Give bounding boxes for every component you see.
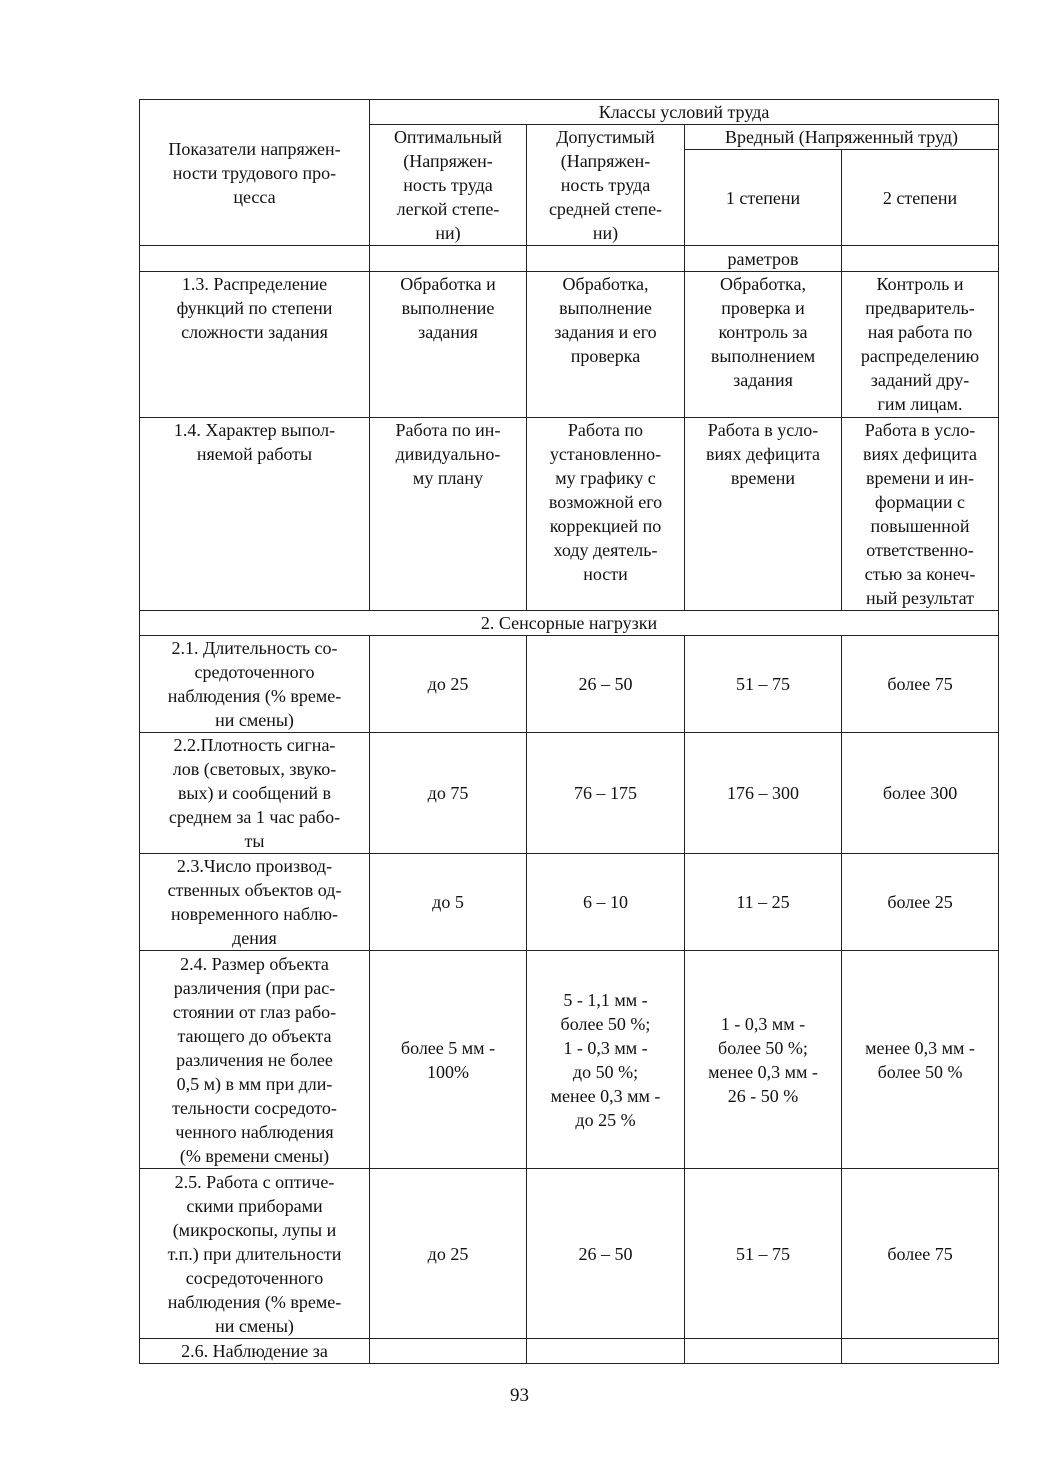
optimal-cell: более 5 мм - 100% bbox=[370, 951, 527, 1169]
optimal-cell: до 5 bbox=[370, 854, 527, 951]
optimal-header: Оптимальный (Напряжен- ность труда легкой степе- ни) bbox=[370, 125, 527, 246]
optimal-cell: Обработка и выполнение задания bbox=[370, 272, 527, 418]
optimal-cell bbox=[370, 1339, 527, 1364]
degree2-cell: более 25 bbox=[842, 854, 999, 951]
degree2-cell: Контроль и предваритель- ная работа по распределению заданий дру- гим лицам. bbox=[842, 272, 999, 418]
optimal-cell: до 75 bbox=[370, 733, 527, 854]
degree1-cell: Работа в усло- виях дефицита времени bbox=[685, 418, 842, 611]
acceptable-cell: Обработка, выполнение задания и его проверка bbox=[527, 272, 685, 418]
indicator-cell: 2.3.Число производ- ственных объектов од- новременного наблю- дения bbox=[140, 854, 370, 951]
degree1-cell: 11 – 25 bbox=[685, 854, 842, 951]
indicator-cell: 2.5. Работа с оптиче- скими приборами (микроскопы, лупы и т.п.) при длительности сосредоточенного наблюдения (% време- ни смены) bbox=[140, 1169, 370, 1339]
fragment-cell-empty bbox=[842, 246, 999, 272]
degree2-cell: более 75 bbox=[842, 636, 999, 733]
fragment-cell-empty bbox=[140, 246, 370, 272]
acceptable-cell: Работа по установленно- му графику с возможной его коррекцией по ходу деятель- ности bbox=[527, 418, 685, 611]
working-conditions-table bbox=[139, 99, 999, 1364]
acceptable-cell bbox=[527, 1339, 685, 1364]
fragment-cell-empty bbox=[370, 246, 527, 272]
acceptable-cell: 5 - 1,1 мм - более 50 %; 1 - 0,3 мм - до 50 %; менее 0,3 мм - до 25 % bbox=[527, 951, 685, 1169]
degree1-cell: 51 – 75 bbox=[685, 1169, 842, 1339]
acceptable-cell: 26 – 50 bbox=[527, 1169, 685, 1339]
section-title: 2. Сенсорные нагрузки bbox=[140, 611, 999, 636]
section-row bbox=[140, 611, 999, 636]
fragment-row bbox=[140, 246, 999, 272]
harmful-header: Вредный (Напряженный труд) bbox=[685, 125, 999, 150]
degree2-header: 2 степени bbox=[842, 150, 999, 246]
table-row bbox=[140, 636, 999, 733]
optimal-cell: до 25 bbox=[370, 636, 527, 733]
header-row-1 bbox=[140, 100, 999, 125]
indicator-cell: 1.3. Распределение функций по степени сложности задания bbox=[140, 272, 370, 418]
indicator-cell: 2.4. Размер объекта различения (при рас- стоянии от глаз рабо- тающего до объекта различения не более 0,5 м) в мм при дли- тельности сосредото- ченного наблюдения (% времени смены) bbox=[140, 951, 370, 1169]
table-row bbox=[140, 733, 999, 854]
acceptable-header: Допустимый (Напряжен- ность труда средней степе- ни) bbox=[527, 125, 685, 246]
degree1-cell: Обработка, проверка и контроль за выполнением задания bbox=[685, 272, 842, 418]
table-row bbox=[140, 1339, 999, 1364]
degree2-cell: Работа в усло- виях дефицита времени и ин- формации с повышенной ответственно- стью за конеч- ный результат bbox=[842, 418, 999, 611]
degree1-cell bbox=[685, 1339, 842, 1364]
acceptable-cell: 76 – 175 bbox=[527, 733, 685, 854]
page-number: 93 bbox=[510, 1385, 529, 1406]
degree1-cell: 1 - 0,3 мм - более 50 %; менее 0,3 мм - 26 - 50 % bbox=[685, 951, 842, 1169]
indicator-cell: 2.2.Плотность сигна- лов (световых, звуко- вых) и сообщений в среднем за 1 час рабо- ты bbox=[140, 733, 370, 854]
table-row bbox=[140, 854, 999, 951]
fragment-cell-empty bbox=[527, 246, 685, 272]
classes-header: Классы условий труда bbox=[370, 100, 999, 125]
table-row bbox=[140, 272, 999, 418]
indicator-cell: 2.1. Длительность со- средоточенного наблюдения (% време- ни смены) bbox=[140, 636, 370, 733]
table-row bbox=[140, 418, 999, 611]
indicator-header: Показатели напряжен- ности трудового про- цесса bbox=[140, 100, 370, 246]
degree2-cell: более 75 bbox=[842, 1169, 999, 1339]
acceptable-cell: 6 – 10 bbox=[527, 854, 685, 951]
table-row bbox=[140, 1169, 999, 1339]
degree2-cell: менее 0,3 мм - более 50 % bbox=[842, 951, 999, 1169]
table-row bbox=[140, 951, 999, 1169]
degree1-header: 1 степени bbox=[685, 150, 842, 246]
degree2-cell: более 300 bbox=[842, 733, 999, 854]
degree2-cell bbox=[842, 1339, 999, 1364]
acceptable-cell: 26 – 50 bbox=[527, 636, 685, 733]
indicator-cell: 2.6. Наблюдение за bbox=[140, 1339, 370, 1364]
degree1-cell: 176 – 300 bbox=[685, 733, 842, 854]
indicator-cell: 1.4. Характер выпол- няемой работы bbox=[140, 418, 370, 611]
fragment-cell-text: раметров bbox=[685, 246, 842, 272]
optimal-cell: Работа по ин- дивидуально- му плану bbox=[370, 418, 527, 611]
degree1-cell: 51 – 75 bbox=[685, 636, 842, 733]
optimal-cell: до 25 bbox=[370, 1169, 527, 1339]
